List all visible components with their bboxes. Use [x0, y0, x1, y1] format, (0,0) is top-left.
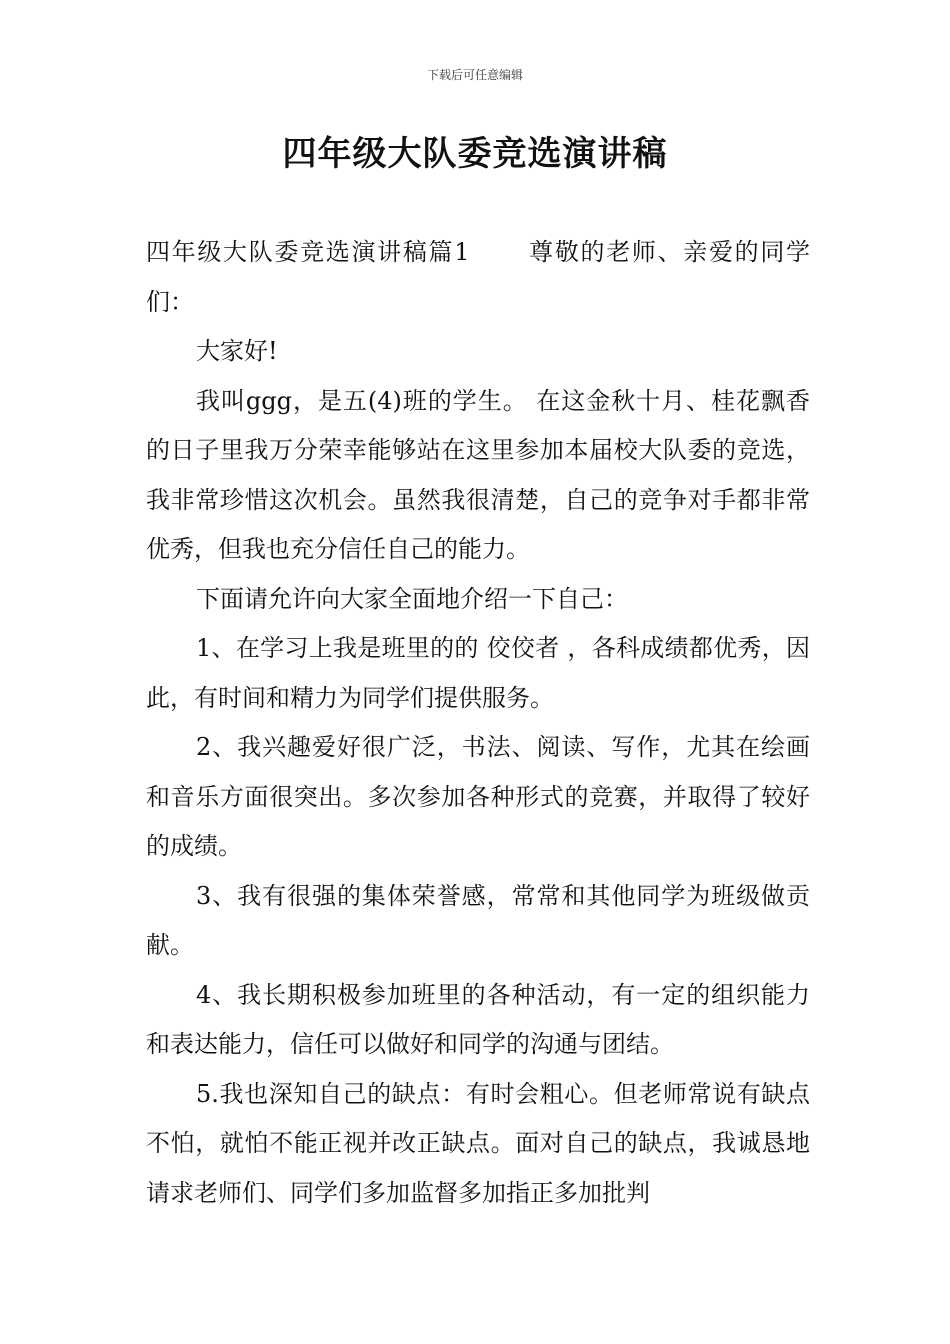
paragraph-intro: 我叫ggg，是五(4)班的学生。 在这金秋十月、桂花飘香 的日子里我万分荣幸能够站在这里参加本届校大队委的竞选，我非常珍惜这次机会。虽然我很清楚，自己的竞争对手都非常优秀，但我也充分信任自己的能力。 [146, 386, 810, 563]
paragraph-point-3: 3、我有很强的集体荣誉感，常常和其他同学为班级做贡献。 [146, 881, 810, 959]
paragraph-point-5: 5.我也深知自己的缺点：有时会粗心。但老师常说有缺点不怕，就怕不能正视并改正缺点。面对自己的缺点，我诚恳地请求老师们、同学们多加监督多加指正多加批判 [146, 1079, 810, 1207]
document-body [146, 228, 810, 1218]
section-label: 四年级大队委竞选演讲稿篇1 [146, 238, 470, 266]
paragraph-greeting: 大家好! [196, 337, 278, 365]
salutation: 尊敬的老师、亲爱的同学们： [146, 238, 811, 316]
document-title: 四年级大队委竞选演讲稿 [282, 134, 668, 174]
paragraph-point-2: 2、我兴趣爱好很广泛，书法、阅读、写作，尤其在绘画和音乐方面很突出。多次参加各种形式的竞赛，并取得了较好的成绩。 [146, 733, 810, 860]
header-note: 下载后可任意编辑 [426, 68, 523, 82]
paragraph-point-4: 4、我长期积极参加班里的各种活动，有一定的组织能力和表达能力，信任可以做好和同学的沟通与团结。 [146, 980, 810, 1058]
paragraph-transition: 下面请允许向大家全面地介绍一下自己： [196, 584, 628, 613]
paragraph-point-1: 1、在学习上我是班里的的 佼佼者 ，各科成绩都优秀，因此，有时间和精力为同学们提供服务。 [146, 634, 810, 712]
lead-paragraph [146, 228, 810, 327]
